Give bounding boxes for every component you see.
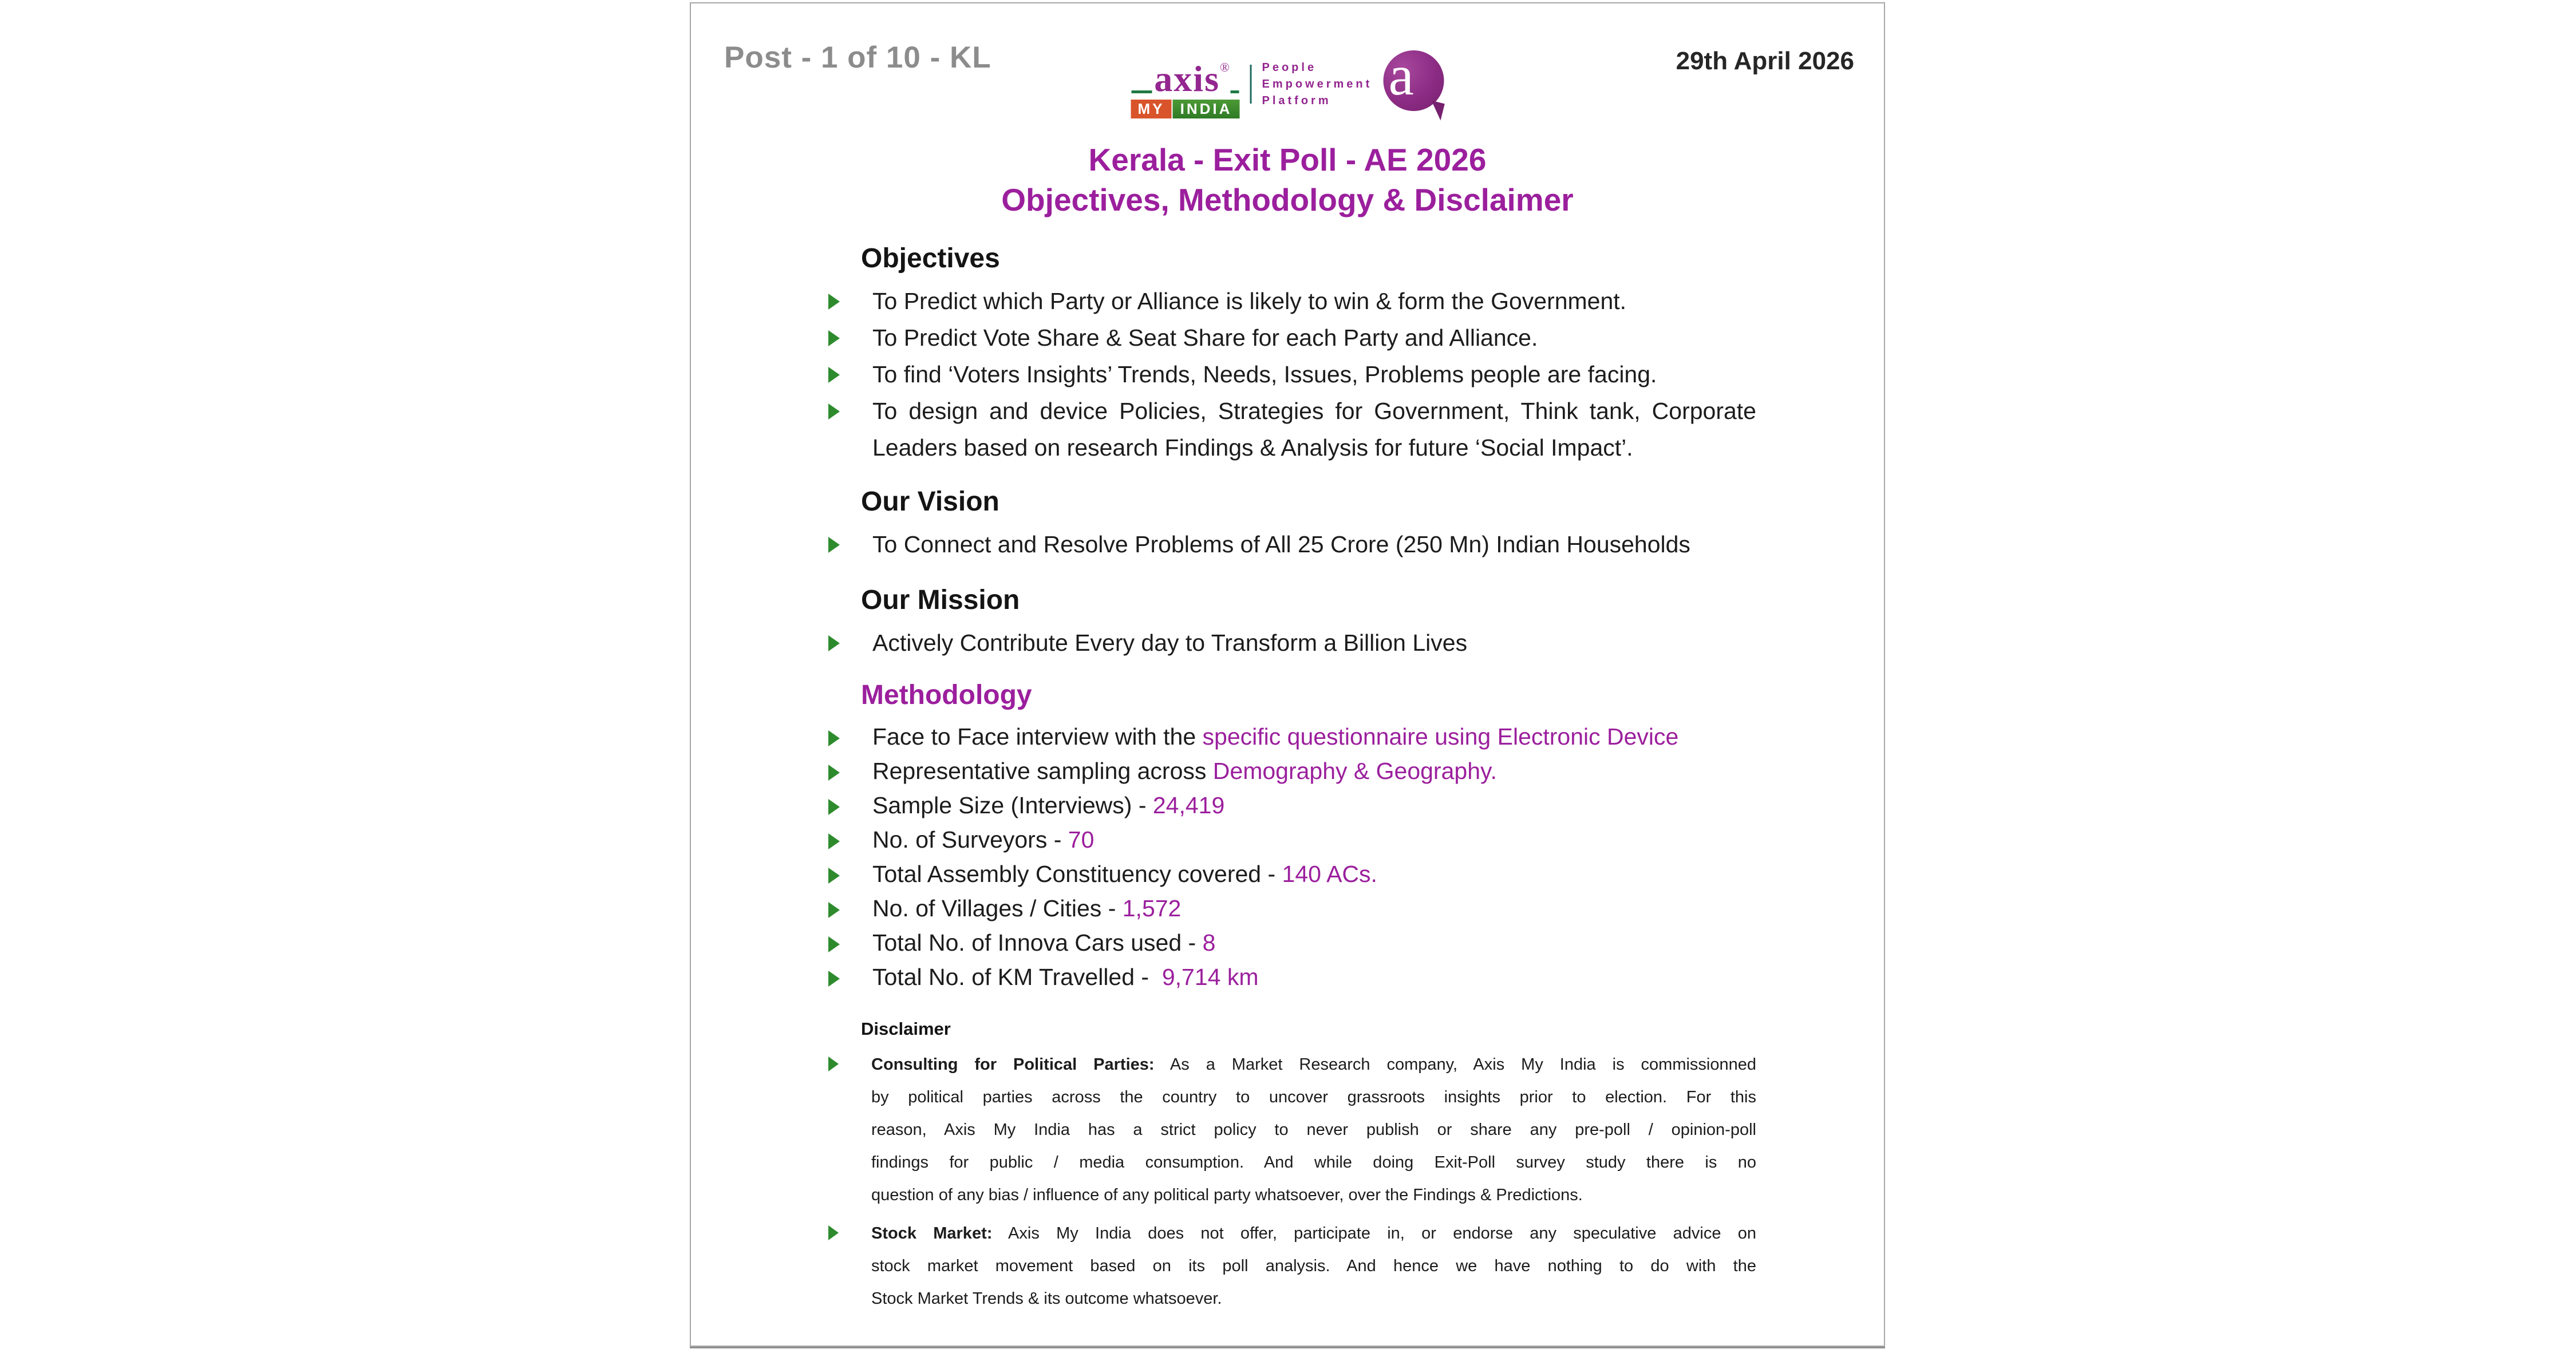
section-methodology [827,679,1756,994]
disclaimer-line: question of any bias / influence of any political party whatsoever, over the Findings & Predictions. [871,1186,1583,1204]
bullet-item [827,960,1756,994]
registered-mark-icon: ® [1219,60,1230,74]
post-label: Post - 1 of 10 - KL [724,41,991,74]
date-label: 29th April 2026 [1676,47,1854,75]
bullet-arrow-icon [828,799,851,815]
bullet-arrow-icon [828,730,851,746]
my-india-badge [1131,100,1240,118]
bullet-item [827,624,1756,661]
disclaimer-line: reason, Axis My India has a strict policy to never publish or share any pre-poll / opinion-poll [871,1121,1756,1139]
bullet-text: Total No. of KM Travelled - 9,714 km [872,964,1259,990]
section-our-mission [827,584,1756,661]
highlight-value: Demography & Geography. [1212,758,1497,784]
bullet-arrow-icon [828,635,851,651]
bullet-item [827,356,1756,393]
methodology-heading: Methodology [861,680,1032,710]
bullet-text: To Predict Vote Share & Seat Share for each Party and Alliance. [872,325,1538,351]
axis-wordmark-row [1131,49,1240,97]
bullet-text: To Predict which Party or Alliance is likely to win & form the Government. [872,288,1627,314]
disclaimer-heading: Disclaimer [861,1019,951,1039]
disclaimer-line: Consulting for Political Parties: As a Market Research company, Axis My India is commissionned [871,1055,1756,1074]
bullet-item [827,754,1756,788]
highlight-value: 70 [1068,826,1095,853]
bullet-item [827,283,1756,319]
highlight-value: specific questionnaire using Electronic Device [1202,723,1679,750]
bullet-arrow-icon [828,1225,850,1240]
bullet-arrow-icon [828,902,851,918]
objectives-heading: Objectives [861,243,1000,274]
highlight-value: 140 ACs. [1282,861,1377,887]
bullet-arrow-icon [828,403,851,420]
bullet-item [827,319,1756,356]
disclaimer-paragraph [871,1049,1756,1212]
logo-divider [1250,65,1252,104]
logo-tagline [1262,60,1377,109]
highlight-value: 24,419 [1152,792,1225,818]
bullet-item [827,891,1756,925]
axis-wordmark: axis® [1154,58,1230,99]
bullet-arrow-icon [828,367,851,383]
bullet-arrow-icon [828,765,851,781]
title-line-1: Kerala - Exit Poll - AE 2026 [1088,142,1487,177]
bullet-item [827,788,1756,822]
disclaimer-line: Stock Market: Axis My India does not offer, participate in, or endorse any speculative advice on [871,1224,1756,1243]
bullet-text: Total No. of Innova Cars used - 8 [872,929,1216,956]
bullet-arrow-icon [828,330,851,346]
bullet-text: Representative sampling across Demography & Geography. [872,758,1497,784]
bullet-item [827,719,1756,754]
mission-heading: Our Mission [861,585,1020,615]
bullet-text: Sample Size (Interviews) - 24,419 [872,792,1225,818]
bullet-item [827,393,1756,466]
tagline-line: Empowerment [1262,78,1373,90]
bullet-item [827,925,1756,960]
bullet-item [827,822,1756,857]
bubble-letter: a [1388,43,1414,107]
vision-heading: Our Vision [861,486,999,517]
bullet-text: To find ‘Voters Insights’ Trends, Needs, Issues, Problems people are facing. [872,361,1657,387]
bullet-line: Leaders based on research Findings & Analysis for future ‘Social Impact’. [872,434,1633,461]
section-our-vision [827,486,1756,563]
disclaimer-paragraph [871,1217,1756,1315]
disclaimer-line: findings for public / media consumption. And while doing Exit-Poll survey study there is no [871,1153,1756,1172]
tagline-line: Platform [1262,94,1332,107]
logo-speech-bubble-icon [1384,43,1444,111]
axis-underline-left [1131,90,1152,93]
logo-wordmark-block [1131,49,1240,118]
bullet-arrow-icon [828,537,851,553]
bullet-arrow-icon [828,971,851,987]
bullet-arrow-icon [828,868,851,884]
logo-my-badge: MY [1131,100,1172,118]
bullet-text: No. of Surveyors - 70 [872,826,1095,853]
bullet-arrow-icon [828,936,851,952]
disclaimer-line: by political parties across the country to uncover grassroots insights prior to election. For this [871,1088,1756,1106]
axis-my-india-logo [1131,43,1444,118]
bullet-text: To Connect and Resolve Problems of All 25 Crore (250 Mn) Indian Households [872,531,1690,557]
bullet-text [872,393,1756,466]
slide-page [690,2,1885,1347]
disclaimer-line: stock market movement based on its poll analysis. And hence we have nothing to do with the [871,1257,1756,1275]
bullet-item [827,1049,1756,1212]
tagline-line: People [1262,61,1317,74]
bullet-arrow-icon [828,294,851,310]
disclaimer-line: Stock Market Trends & its outcome whatsoever. [871,1289,1222,1308]
bullet-text: Total Assembly Constituency covered - 140 ACs. [872,861,1377,887]
disclaimer-lead: Consulting for Political Parties: [871,1055,1155,1074]
section-disclaimer [827,1018,1756,1321]
highlight-value: 9,714 km [1155,964,1259,990]
section-objectives [827,243,1756,466]
title-line-2: Objectives, Methodology & Disclaimer [1001,182,1574,217]
bullet-item [827,1217,1756,1315]
highlight-value: 1,572 [1122,895,1182,921]
logo-india-badge: INDIA [1173,100,1240,118]
bullet-item [827,526,1756,563]
highlight-value: 8 [1202,929,1216,956]
bullet-text: Actively Contribute Every day to Transform a Billion Lives [872,630,1468,656]
disclaimer-lead: Stock Market: [871,1224,993,1243]
bullet-line: To design and device Policies, Strategies for Government, Think tank, Corporate [872,398,1756,424]
bullet-text: No. of Villages / Cities - 1,572 [872,895,1182,921]
axis-underline-right [1231,90,1239,93]
bubble-tail [1427,101,1445,121]
bullet-item [827,857,1756,891]
bullet-text: Face to Face interview with the specific questionnaire using Electronic Device [872,723,1679,750]
bullet-arrow-icon [828,1057,850,1071]
bullet-arrow-icon [828,833,851,849]
slide-title [691,140,1884,220]
